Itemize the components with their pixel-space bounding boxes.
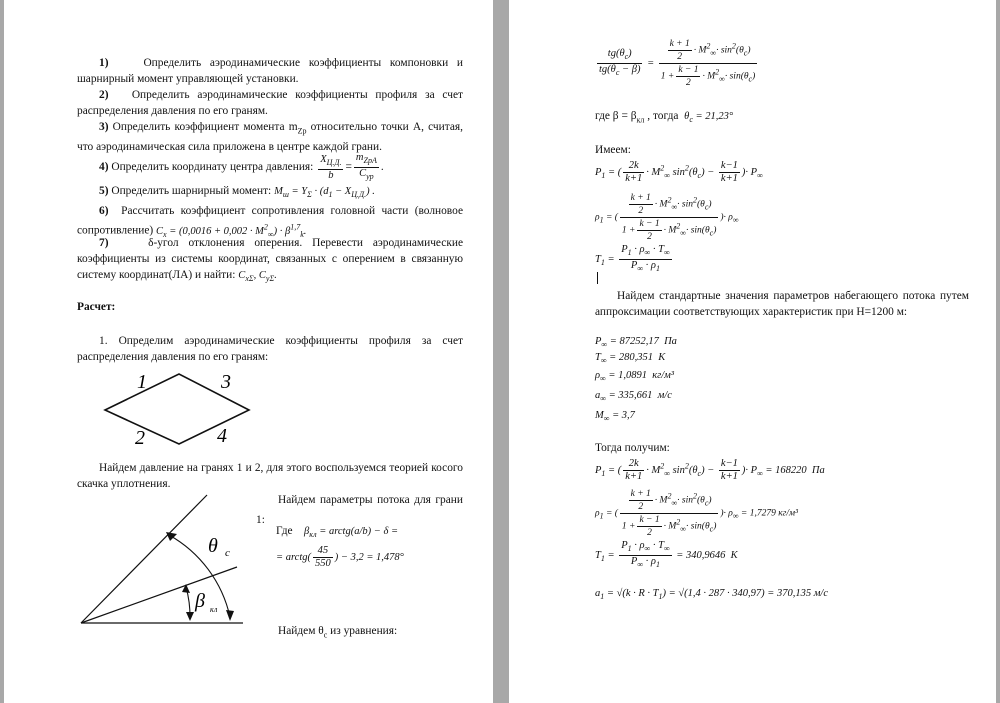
calc-heading: Расчет: <box>77 301 116 313</box>
theta-sub-label: c <box>225 547 230 559</box>
result-a1: $a_1 = √(k \cdot R \cdot T_1) = √(1,4 \cdot 287 \cdot 340,97) = 370,135$ м/с <box>595 588 828 602</box>
face-2-label: 2 <box>135 427 145 449</box>
flow-params-text: Найдем параметры потока для грани 1: <box>256 494 463 526</box>
text-cursor <box>597 272 598 284</box>
item-7 <box>77 235 463 287</box>
find-theta-text: Найдем $\theta_c$ из уравнения: <box>278 625 398 640</box>
std-t-inf: $T_\infty = 280,351$ K <box>595 352 666 366</box>
face-1-label: 1 <box>137 371 147 393</box>
theta-label: θ <box>208 535 218 557</box>
pressure-text: Найдем давление на гранях 1 и 2, для этого воспользуемся теорией косого скачка уплотнения. <box>77 462 463 490</box>
right-page <box>509 0 996 703</box>
item-4-number: 4) <box>99 161 109 174</box>
wedge-line <box>81 567 237 623</box>
result-p1: $P_1$ = ( $\frac{2k}{k+1}$ · $M^2_\infty$ $\sin^2(\theta_c)$ − $\frac{k-1}{k+1}$ )· $P_\infty = 168220$ Па <box>595 458 825 482</box>
std-m-inf: $M_\infty = 3,7$ <box>595 410 635 424</box>
center-pressure-rhs: $\frac{m_{ZpA}}{C_{yp}}$ <box>355 152 377 182</box>
wave-drag-formula: $C_x = (0,0016 + 0,002 \cdot M^2_\infty) \cdot \beta^{1,7}_k$. <box>156 222 307 239</box>
rho1-formula: $\rho_1$ = ( $\frac{k + 1}{2}$ · $M^2_\infty\cdot \sin^2(\theta_c)$ 1 + $\frac{k - 1}{2}$ · $M^2_\infty\cdot \sin(\theta_c)$ )· $\rho_\infty$ <box>595 193 739 242</box>
rhombus-profile-diagram <box>99 368 269 450</box>
item-2 <box>77 87 463 119</box>
item-5 <box>99 183 375 203</box>
center-pressure-lhs: $\frac{X_{Ц.Д.}}{b}$ <box>320 153 342 181</box>
item-1-text: Определить аэродинамические коэффициенты компоновки и шарнирный момент управляющей установки. <box>77 57 463 85</box>
result-rho1: $\rho_1$ = ( $\frac{k + 1}{2}$ · $M^2_\infty\cdot \sin^2(\theta_c)$ 1 + $\frac{k - 1}{2}$ · $M^2_\infty\cdot \sin(\theta_c)$ )· $\rho_\infty = 1,7279$ кг/м³ <box>595 489 798 538</box>
item-7-coefficients: $C_{x\Sigma}$, $C_{y\Sigma}$. <box>238 270 277 284</box>
item-2-number: 2) <box>99 89 109 101</box>
step-1-text: 1. Определим аэродинамические коэффициенты профиля за счет распределения давления по его граням: <box>77 335 463 363</box>
beta-formula-line-1: Где $\beta_{кл}$ = arctg(a/b) − δ = <box>276 525 399 540</box>
item-5-text: Определить шарнирный момент: <box>111 185 272 197</box>
left-page <box>4 0 493 703</box>
item-3-text: Определить коэффициент момента m <box>112 121 298 133</box>
item-3-text-2: относительно точки А, считая, что аэродинамическая сила приложена в центре каждой грани. <box>77 121 463 154</box>
item-7-text: δ-угол отклонения оперения. Перевести аэродинамические коэффициенты из системы координат, связанных с оперением в связанную систему координат(ЛА) и найти: <box>77 237 463 281</box>
beta-arrow-top <box>182 584 190 593</box>
std-a-inf: $a_\infty = 335,661$ м/с <box>595 390 672 404</box>
t1-formula: $T_1$ = $\frac{P_1 \cdot \rho_\infty \cdot T_\infty}{P_\infty \cdot \rho_1}$ <box>595 244 670 274</box>
item-6-number: 6) <box>99 205 109 217</box>
item-3-sub: Zp <box>297 126 307 136</box>
item-5-number: 5) <box>99 185 109 197</box>
item-7-number: 7) <box>99 237 109 249</box>
face-4-label: 4 <box>217 425 227 447</box>
item-3-number: 3) <box>99 121 109 133</box>
beta-label: β <box>195 590 205 612</box>
beta-formula-line-2: = arctg( $\frac{45}{550}$ ) − 3,2 = 1,478° <box>276 545 404 569</box>
then-get-label: Тогда получим: <box>595 442 670 454</box>
item-1 <box>77 55 463 87</box>
result-t1: $T_1$ = $\frac{P_1 \cdot \rho_\infty \cdot T_\infty}{P_\infty \cdot \rho_1}$ = 340,9646 K <box>595 540 738 570</box>
where-beta-line: где $\beta = \beta_{кл}$ , тогда $\theta_c = 21,23^\circ$ <box>595 110 734 125</box>
face-3-label: 3 <box>221 371 231 393</box>
theta-arrow-top <box>166 532 177 541</box>
std-p-inf: $P_\infty = 87252,17$ Па <box>595 336 677 350</box>
item-4: 4) Определить координату центра давления: $\frac{X_{Ц.Д.}}{b}$ = $\frac{m_{ZpA}}{C_{yp}}$ . <box>99 152 384 182</box>
oblique-shock-diagram <box>77 492 252 632</box>
hinge-moment-formula: $M_ш = Y_\Sigma \cdot (d_1 - X_{Ц.Д.})$ . <box>274 186 375 200</box>
theta-arrow-bottom <box>226 610 234 621</box>
item-2-text: Определить аэродинамические коэффициенты профиля за счет распределения давления по его граням. <box>77 89 463 117</box>
item-1-number: 1) <box>99 57 109 69</box>
p1-formula: $P_1$ = ( $\frac{2k}{k+1}$ · $M^2_\infty$ $\sin^2(\theta_c)$ − $\frac{k-1}{k+1}$ )· $P_\infty$ <box>595 160 763 184</box>
item-3 <box>77 119 463 155</box>
std-rho-inf: $\rho_\infty = 1,0891$ кг/м³ <box>595 370 674 384</box>
item-6-text: Рассчитать коэффициент сопротивления головной части (волновое сопротивление) <box>77 205 463 237</box>
item-4-text: Определить координату центра давления: <box>111 161 314 174</box>
beta-sub-label: кл <box>210 605 218 614</box>
theta-equation: $\frac{tg(\theta_c)}{tg(\theta_c - \beta)}$ = $\frac{k + 1}{2}$ · $M^2_\infty\cdot \sin^2(\theta_c)$ 1 + $\frac{k - 1}{2}$ · $M^2_\infty\cdot \sin(\theta_c)$ <box>599 39 756 88</box>
shock-line <box>81 495 207 623</box>
std-values-text: Найдем стандартные значения параметров набегающего потока путем аппроксимации соответствующих характеристик при H=1200 м: <box>595 290 969 318</box>
have-label: Имеем: <box>595 144 631 156</box>
beta-arrow-bottom <box>186 612 194 621</box>
